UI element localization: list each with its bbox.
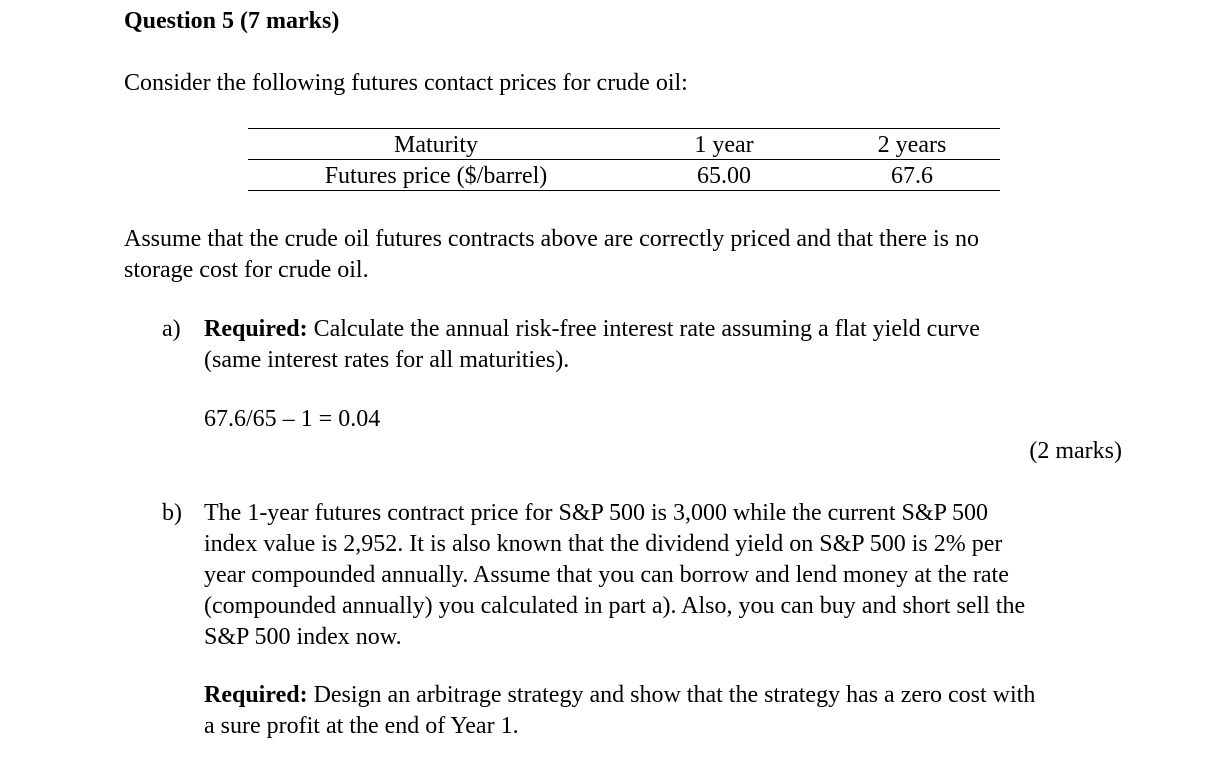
part-b-required-line-1-text: Design an arbitrage strategy and show that the strategy has a zero cost with (307, 682, 1036, 708)
part-b-marker: b) (162, 500, 182, 526)
part-b-line-2: index value is 2,952. It is also known that the dividend yield on S&P 500 is 2% per (204, 531, 1003, 557)
question-heading: Question 5 (7 marks) (124, 8, 340, 34)
part-a-marks: (2 marks) (1029, 438, 1122, 464)
part-b-question (204, 498, 1025, 653)
table-header-maturity: Maturity (394, 132, 478, 158)
table-top-rule (248, 128, 1000, 129)
part-a-question (204, 314, 980, 376)
part-b-required-line-1 (204, 680, 1035, 711)
part-a-line-1-text: Calculate the annual risk-free interest rate assuming a flat yield curve (307, 316, 980, 342)
part-a-marker: a) (162, 316, 181, 342)
part-b-line-1: The 1-year futures contract price for S&P 500 is 3,000 while the current S&P 500 (204, 500, 989, 526)
part-b-line-3: year compounded annually. Assume that you can borrow and lend money at the rate (204, 562, 1009, 588)
table-cell-2-years-price: 67.6 (891, 163, 933, 189)
table-header-1-year: 1 year (694, 132, 754, 158)
intro-text: Consider the following futures contact prices for crude oil: (124, 70, 688, 96)
part-b-required-label: Required: (204, 682, 308, 708)
part-a-required-label: Required: (204, 316, 308, 342)
futures-price-table (248, 128, 1000, 192)
part-a-answer: 67.6/65 – 1 = 0.04 (204, 406, 381, 432)
part-b-required (204, 680, 1035, 742)
part-a-line-1 (204, 314, 980, 345)
part-b-line-5: S&P 500 index now. (204, 624, 402, 650)
assumption-line-2: storage cost for crude oil. (124, 257, 369, 283)
part-a-line-2: (same interest rates for all maturities). (204, 347, 570, 373)
assumption-paragraph (124, 224, 979, 286)
part-b-required-line-2: a sure profit at the end of Year 1. (204, 713, 519, 739)
table-header-2-years: 2 years (877, 132, 947, 158)
assumption-line-1: Assume that the crude oil futures contracts above are correctly priced and that there is no (124, 226, 979, 252)
part-b-line-4: (compounded annually) you calculated in part a). Also, you can buy and short sell the (204, 593, 1026, 619)
table-row-label: Futures price ($/barrel) (324, 163, 548, 189)
table-cell-1-year-price: 65.00 (697, 163, 751, 189)
